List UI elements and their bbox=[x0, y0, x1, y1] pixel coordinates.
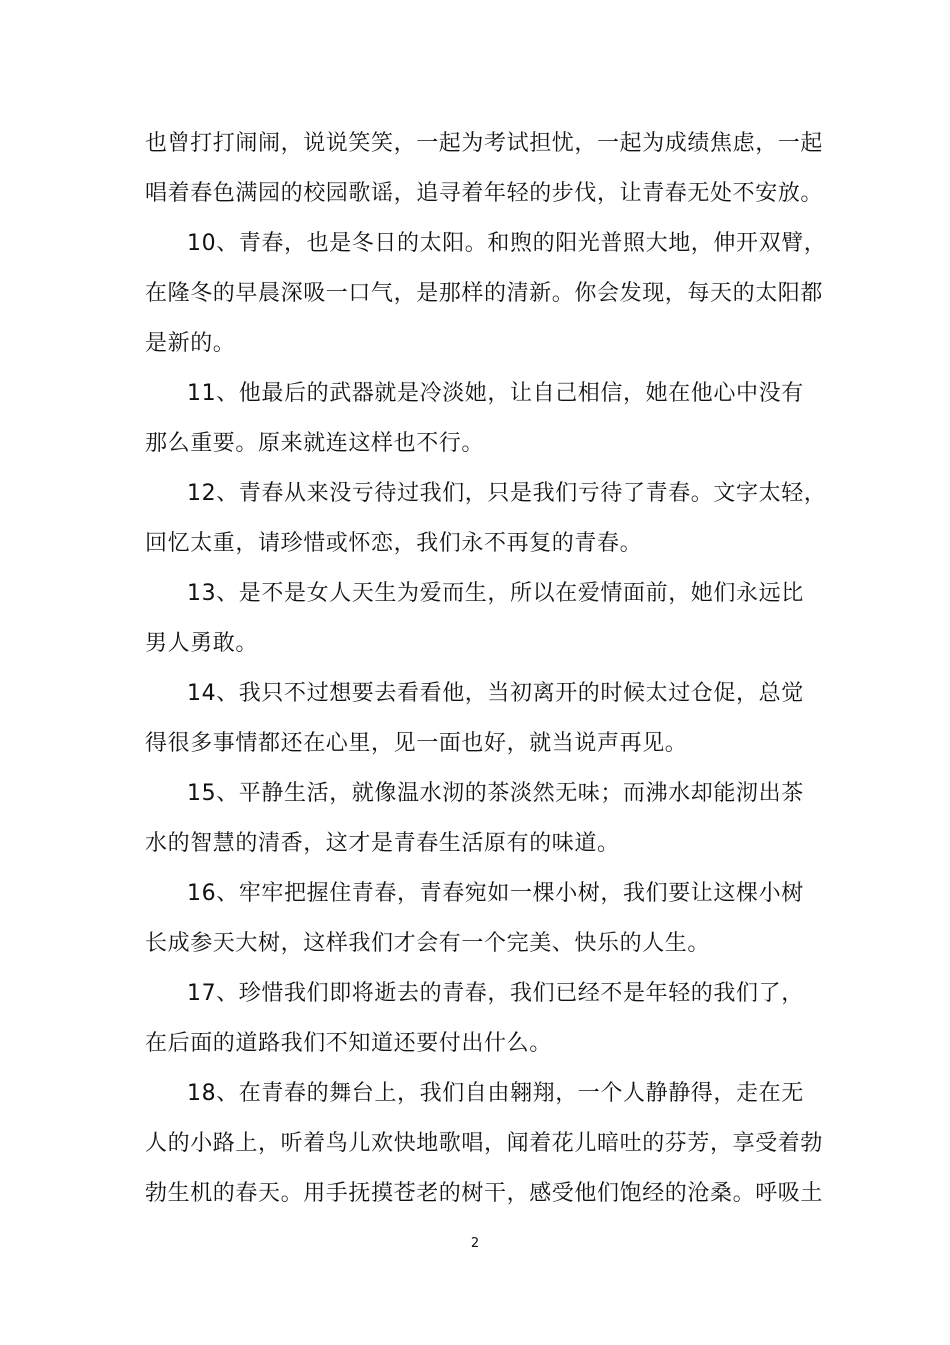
text-line: 长成参天大树，这样我们才会有一个完美、快乐的人生。 bbox=[145, 931, 711, 956]
text-line: 回忆太重，请珍惜或怀恋，我们永不再复的青春。 bbox=[145, 531, 643, 556]
paragraph-16-line: 16、牢牢把握住青春，青春宛如一棵小树，我们要让这棵小树 bbox=[187, 881, 804, 906]
paragraph-13-line: 13、是不是女人天生为爱而生，所以在爱情面前，她们永远比 bbox=[187, 581, 804, 606]
paragraph-14-line: 14、我只不过想要去看看他，当初离开的时候太过仓促，总觉 bbox=[187, 681, 804, 706]
paragraph-12-line: 12、青春从来没亏待过我们，只是我们亏待了青春。文字太轻， bbox=[187, 481, 827, 506]
text-line: 水的智慧的清香，这才是青春生活原有的味道。 bbox=[145, 831, 620, 856]
text-line: 人的小路上，听着鸟儿欢快地歌唱，闻着花儿暗吐的芬芳，享受着勃 bbox=[145, 1131, 824, 1156]
text-line: 勃生机的春天。用手抚摸苍老的树干，感受他们饱经的沧桑。呼吸土 bbox=[145, 1181, 824, 1206]
paragraph-17-line: 17、珍惜我们即将逝去的青春，我们已经不是年轻的我们了， bbox=[187, 981, 804, 1006]
text-line: 是新的。 bbox=[145, 331, 236, 356]
text-line: 得很多事情都还在心里，见一面也好，就当说声再见。 bbox=[145, 731, 688, 756]
paragraph-15-line: 15、平静生活，就像温水沏的茶淡然无味；而沸水却能沏出茶 bbox=[187, 781, 804, 806]
paragraph-11-line: 11、他最后的武器就是冷淡她，让自己相信，她在他心中没有 bbox=[187, 381, 804, 406]
text-line: 唱着春色满园的校园歌谣，追寻着年轻的步伐，让青春无处不安放。 bbox=[145, 181, 824, 206]
text-line: 男人勇敢。 bbox=[145, 631, 259, 656]
text-line: 在后面的道路我们不知道还要付出什么。 bbox=[145, 1031, 552, 1056]
text-line: 在隆冬的早晨深吸一口气，是那样的清新。你会发现，每天的太阳都 bbox=[145, 281, 824, 306]
page-number: 2 bbox=[470, 1236, 480, 1251]
paragraph-10-line: 10、青春，也是冬日的太阳。和煦的阳光普照大地，伸开双臂， bbox=[187, 231, 827, 256]
text-line: 那么重要。原来就连这样也不行。 bbox=[145, 431, 485, 456]
text-line: 也曾打打闹闹，说说笑笑，一起为考试担忧，一起为成绩焦虑，一起 bbox=[145, 131, 824, 156]
paragraph-18-line: 18、在青春的舞台上，我们自由翱翔，一个人静静得，走在无 bbox=[187, 1081, 804, 1106]
